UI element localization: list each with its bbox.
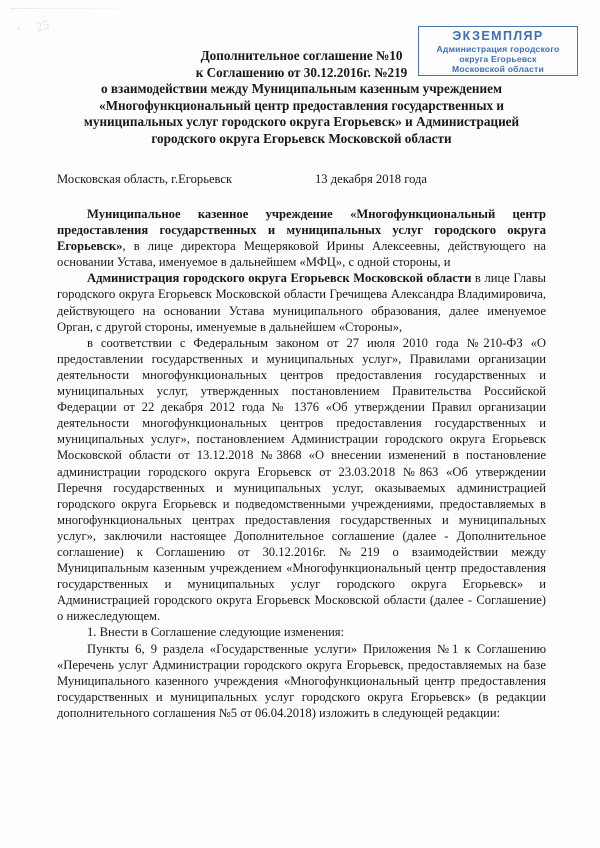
document-meta	[57, 172, 546, 187]
date-label: 13 декабря 2018 года	[315, 172, 428, 186]
party-admin-details: в лице Главы городского округа Егорьевск Московской области Гречищева Александра Владимировича, действующего на основании Устава муниципального образования, далее именуемое Орган, с другой стороны, именуемые в дальнейшем «Стороны»,	[57, 271, 546, 334]
paragraph-legal-basis: в соответствии с Федеральным законом от 27 июля 2010 года №210-ФЗ «О предоставлении государственных и муниципальных услуг», Правилами организации деятельности многофункциональных центров предоставления государственных и муниципальных услуг, утвержденных постановлением Правительства Российской Федерации от 22 декабря 2012 года № 1376 «Об утверждении Правил организации деятельности многофункциональных центров предоставления государственных и муниципальных услуг», постановлением Администрации городского округа Егорьевск Московской области от 13.12.2018 №3868 «О внесении изменений в постановление администрации городского округа Егорьевск от 23.03.2018 №863 «Об утверждении Перечня государственных и муниципальных услуг, оказываемых администрацией городского округа Егорьевск и подведомственными учреждениями, предоставляемых в многофункциональных центрах предоставления государственных и муниципальных услуг», заключили настоящее Дополнительное соглашение (далее - Дополнительное соглашение) к Соглашению от 30.12.2016г. №219 о взаимодействии между Муниципальным казенным учреждением «Многофункциональный центр предоставления государственных и муниципальных услуг городского округа Егорьевск» и Администрацией городского округа Егорьевск Московской области (далее - Соглашение) о нижеследующем.	[57, 335, 546, 624]
title-line-3: о взаимодействии между Муниципальным казенным учреждением «Многофункциональный центр предоставления государственных и муниципальных услуг городского округа Егорьевск» и Администрацией городского округа Егорьевск Московской области	[83, 81, 520, 146]
document-body	[57, 206, 546, 721]
stamp-title: ЭКЗЕМПЛЯР	[452, 29, 544, 43]
document-title	[57, 48, 546, 148]
paragraph-parties-admin	[57, 270, 546, 334]
scan-speck	[17, 27, 20, 30]
pencil-annotation: 25	[34, 16, 51, 35]
party-admin-name: Администрация городского округа Егорьевск Московской области	[87, 271, 472, 286]
party-mfc-name: Муниципальное казенное учреждение «Многофункциональный центр предоставления государственных и муниципальных услуг городского округа Егорьевск»	[57, 207, 546, 254]
title-line-2: к Соглашению от 30.12.2016г. №219	[195, 64, 408, 80]
stamp-line-1: Администрация городского	[436, 43, 560, 54]
stamp-line-3: Московской области	[452, 64, 544, 75]
scan-artifacts	[0, 0, 160, 46]
stamp-line-2: округа Егорьевск	[459, 53, 537, 64]
title-line-1: Дополнительное соглашение №10	[200, 48, 403, 63]
party-mfc-details: , в лице директора Мещеряковой Ирины Алексеевны, действующего на основании Устава, именуемое в дальнейшем «МФЦ», с одной стороны, и	[57, 239, 546, 270]
paragraph-parties-mfc	[57, 206, 546, 270]
scan-edge-line	[10, 8, 150, 9]
place-label: Московская область, г.Егорьевск	[57, 172, 233, 186]
paragraph-clause-1: 1. Внести в Соглашение следующие изменения:	[87, 625, 345, 640]
paragraph-clause-1-detail: Пункты 6, 9 раздела «Государственные услуги» Приложения №1 к Соглашению «Перечень услуг Администрации городского округа Егорьевск, предоставляемых на базе Муниципального казенного учреждения «Многофункциональный центр предоставления государственных и муниципальных услуг городского округа Егорьевск» (в редакции дополнительного соглашения №5 от 06.04.2018) изложить в следующей редакции:	[57, 641, 546, 720]
